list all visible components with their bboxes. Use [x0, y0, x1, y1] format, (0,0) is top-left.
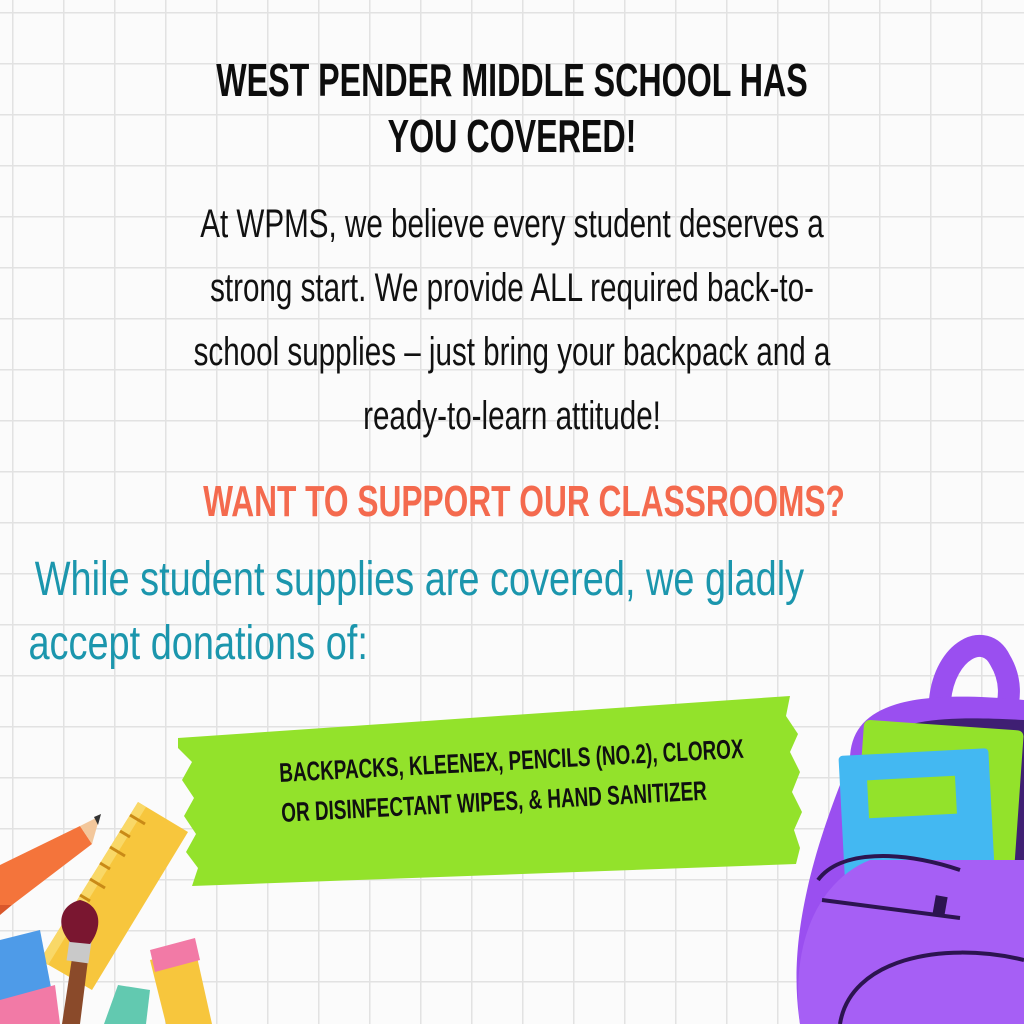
intro-line-2: strong start. We provide ALL required back-to- [210, 266, 814, 310]
headline-line-2: YOU COVERED! [387, 110, 637, 162]
headline-line-1: WEST PENDER MIDDLE SCHOOL HAS [216, 54, 808, 106]
donation-text-line-2: accept donations of: [28, 617, 368, 670]
intro-line-3: school supplies – just bring your backpack and a [193, 330, 831, 374]
donation-items-line-2: OR DISINFECTANT WIPES, & HAND SANITIZER [280, 775, 708, 828]
donation-items-line-1: BACKPACKS, KLEENEX, PENCILS (NO.2), CLOROX [278, 733, 745, 788]
intro-line-1: At WPMS, we believe every student deserves a [200, 202, 824, 246]
donation-text-line-1: While student supplies are covered, we gladly [34, 553, 805, 606]
intro-line-4: ready-to-learn attitude! [363, 394, 661, 438]
support-heading: WANT TO SUPPORT OUR CLASSROOMS? [203, 477, 845, 526]
